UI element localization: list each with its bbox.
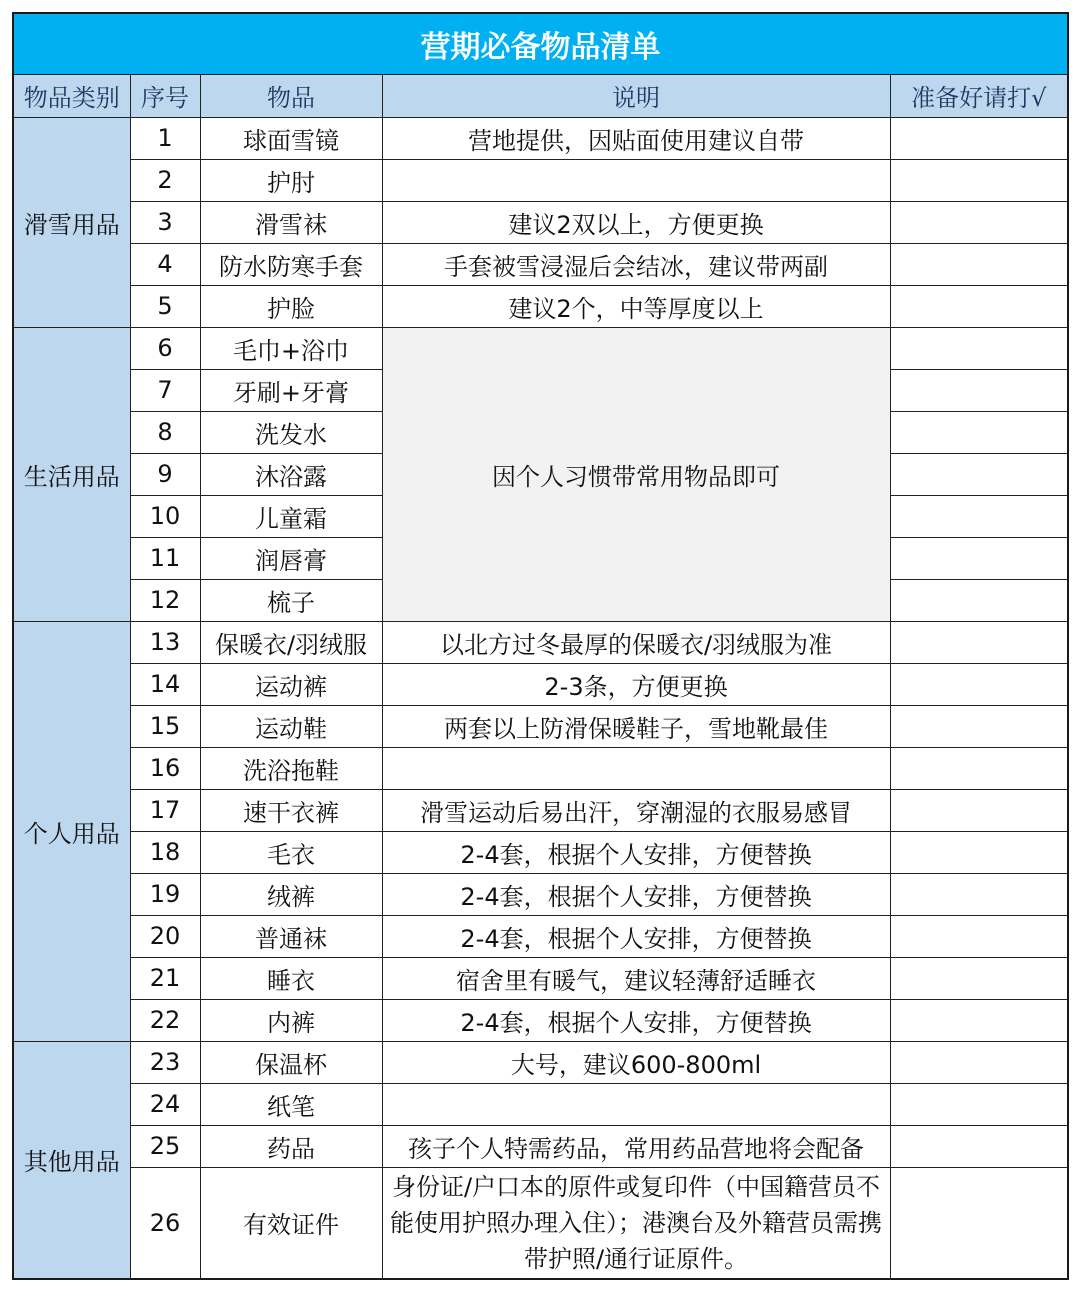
note-cell [382,1083,890,1125]
note-cell [382,159,890,201]
checkbox-cell[interactable] [890,705,1068,747]
item-cell: 纸笔 [200,1083,382,1125]
table-row [13,663,1068,705]
item-cell: 绒裤 [200,873,382,915]
item-cell: 毛巾+浴巾 [200,327,382,369]
header-note: 说明 [382,74,890,117]
checkbox-cell[interactable] [890,1041,1068,1083]
table-row [13,1083,1068,1125]
note-cell: 2-4套，根据个人安排，方便替换 [382,831,890,873]
index-cell: 22 [130,999,200,1041]
item-cell: 洗发水 [200,411,382,453]
note-cell: 2-4套，根据个人安排，方便替换 [382,915,890,957]
table-row [13,285,1068,327]
index-cell: 12 [130,579,200,621]
table-row [13,327,1068,369]
item-cell: 梳子 [200,579,382,621]
table-row [13,915,1068,957]
note-cell: 滑雪运动后易出汗，穿潮湿的衣服易感冒 [382,789,890,831]
item-cell: 球面雪镜 [200,117,382,159]
index-cell: 24 [130,1083,200,1125]
checkbox-cell[interactable] [890,1167,1068,1279]
index-cell: 4 [130,243,200,285]
checkbox-cell[interactable] [890,663,1068,705]
index-cell: 11 [130,537,200,579]
index-cell: 23 [130,1041,200,1083]
table-row [13,159,1068,201]
page-title: 营期必备物品清单 [13,13,1068,74]
checkbox-cell[interactable] [890,1083,1068,1125]
note-cell: 大号，建议600-800ml [382,1041,890,1083]
table-row [13,117,1068,159]
item-cell: 润唇膏 [200,537,382,579]
checklist-table [12,12,1069,1280]
index-cell: 16 [130,747,200,789]
item-cell: 运动鞋 [200,705,382,747]
index-cell: 8 [130,411,200,453]
table-row [13,705,1068,747]
item-cell: 护脸 [200,285,382,327]
checkbox-cell[interactable] [890,831,1068,873]
category-cell: 生活用品 [13,327,130,621]
table-row [13,1041,1068,1083]
checkbox-cell[interactable] [890,999,1068,1041]
note-cell: 两套以上防滑保暖鞋子，雪地靴最佳 [382,705,890,747]
note-cell: 2-4套，根据个人安排，方便替换 [382,999,890,1041]
checkbox-cell[interactable] [890,327,1068,369]
index-cell: 2 [130,159,200,201]
category-cell: 其他用品 [13,1041,130,1279]
index-cell: 3 [130,201,200,243]
table-row [13,789,1068,831]
note-cell: 营地提供，因贴面使用建议自带 [382,117,890,159]
index-cell: 7 [130,369,200,411]
note-cell [382,747,890,789]
table-row [13,1125,1068,1167]
note-cell: 建议2双以上，方便更换 [382,201,890,243]
title-row [13,13,1068,74]
item-cell: 运动裤 [200,663,382,705]
table-row [13,831,1068,873]
index-cell: 13 [130,621,200,663]
table-row [13,1167,1068,1279]
checkbox-cell[interactable] [890,453,1068,495]
item-cell: 防水防寒手套 [200,243,382,285]
note-cell: 宿舍里有暖气，建议轻薄舒适睡衣 [382,957,890,999]
checkbox-cell[interactable] [890,285,1068,327]
note-cell: 孩子个人特需药品，常用药品营地将会配备 [382,1125,890,1167]
index-cell: 6 [130,327,200,369]
item-cell: 内裤 [200,999,382,1041]
checkbox-cell[interactable] [890,117,1068,159]
index-cell: 21 [130,957,200,999]
checkbox-cell[interactable] [890,747,1068,789]
item-cell: 保暖衣/羽绒服 [200,621,382,663]
table-row [13,747,1068,789]
item-cell: 有效证件 [200,1167,382,1279]
header-check: 准备好请打√ [890,74,1068,117]
index-cell: 14 [130,663,200,705]
checkbox-cell[interactable] [890,243,1068,285]
category-cell: 滑雪用品 [13,117,130,327]
checkbox-cell[interactable] [890,873,1068,915]
note-cell: 因个人习惯带常用物品即可 [382,327,890,621]
item-cell: 儿童霜 [200,495,382,537]
header-category: 物品类别 [13,74,130,117]
table-row [13,873,1068,915]
item-cell: 护肘 [200,159,382,201]
index-cell: 18 [130,831,200,873]
note-cell: 身份证/户口本的原件或复印件（中国籍营员不能使用护照办理入住）；港澳台及外籍营员需携带护照/通行证原件。 [382,1167,890,1279]
checkbox-cell[interactable] [890,159,1068,201]
checkbox-cell[interactable] [890,915,1068,957]
checkbox-cell[interactable] [890,579,1068,621]
index-cell: 1 [130,117,200,159]
index-cell: 20 [130,915,200,957]
item-cell: 速干衣裤 [200,789,382,831]
note-cell: 2-3条，方便更换 [382,663,890,705]
note-cell: 以北方过冬最厚的保暖衣/羽绒服为准 [382,621,890,663]
checkbox-cell[interactable] [890,957,1068,999]
note-cell: 建议2个，中等厚度以上 [382,285,890,327]
table-row [13,621,1068,663]
table-row [13,243,1068,285]
item-cell: 药品 [200,1125,382,1167]
header-index: 序号 [130,74,200,117]
item-cell: 牙刷+牙膏 [200,369,382,411]
header-item: 物品 [200,74,382,117]
index-cell: 19 [130,873,200,915]
item-cell: 滑雪袜 [200,201,382,243]
item-cell: 沐浴露 [200,453,382,495]
index-cell: 9 [130,453,200,495]
index-cell: 5 [130,285,200,327]
item-cell: 毛衣 [200,831,382,873]
index-cell: 25 [130,1125,200,1167]
checkbox-cell[interactable] [890,201,1068,243]
note-cell: 2-4套，根据个人安排，方便替换 [382,873,890,915]
checkbox-cell[interactable] [890,411,1068,453]
note-cell: 手套被雪浸湿后会结冰，建议带两副 [382,243,890,285]
index-cell: 10 [130,495,200,537]
item-cell: 洗浴拖鞋 [200,747,382,789]
table-row [13,957,1068,999]
checkbox-cell[interactable] [890,621,1068,663]
item-cell: 保温杯 [200,1041,382,1083]
category-cell: 个人用品 [13,621,130,1041]
checkbox-cell[interactable] [890,1125,1068,1167]
checkbox-cell[interactable] [890,495,1068,537]
header-row [13,74,1068,117]
index-cell: 15 [130,705,200,747]
checkbox-cell[interactable] [890,789,1068,831]
index-cell: 17 [130,789,200,831]
checkbox-cell[interactable] [890,537,1068,579]
checkbox-cell[interactable] [890,369,1068,411]
table-row [13,999,1068,1041]
table-row [13,201,1068,243]
item-cell: 睡衣 [200,957,382,999]
item-cell: 普通袜 [200,915,382,957]
index-cell: 26 [130,1167,200,1279]
